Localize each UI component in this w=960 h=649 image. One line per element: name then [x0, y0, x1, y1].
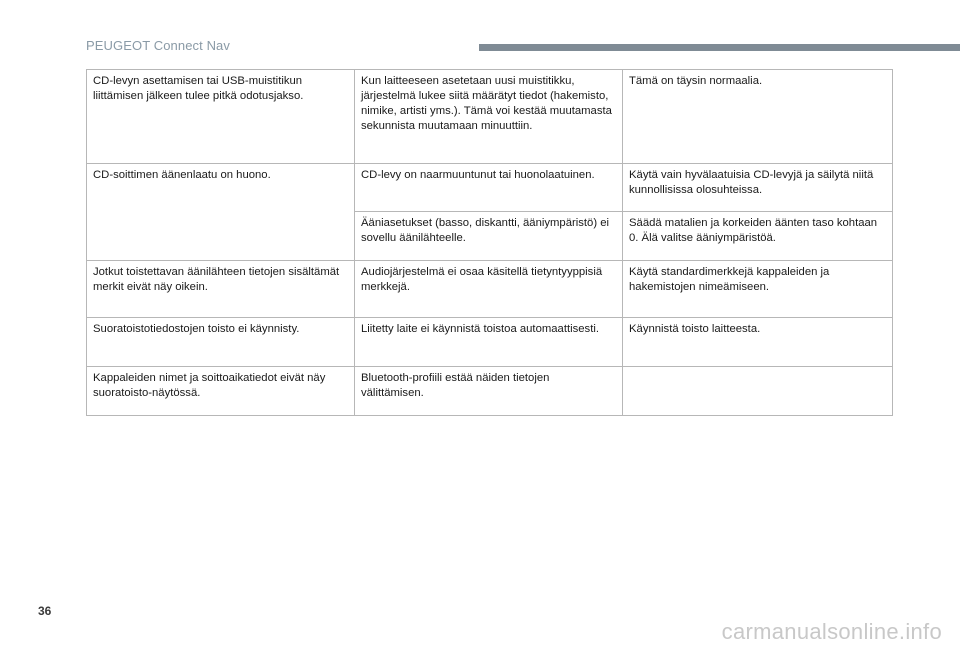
solution-cell: Käynnistä toisto laitteesta. [623, 318, 893, 367]
table-row [87, 164, 893, 212]
solution-cell: Käytä standardimerkkejä kappaleiden ja hakemistojen nimeämiseen. [623, 261, 893, 318]
solution-cell: Säädä matalien ja korkeiden äänten taso kohtaan 0. Älä valitse ääniympäristöä. [623, 212, 893, 261]
document-title: PEUGEOT Connect Nav [86, 38, 230, 53]
table-row [87, 261, 893, 318]
table-row [87, 70, 893, 164]
table-row [87, 318, 893, 367]
problem-cell: Jotkut toistettavan äänilähteen tietojen sisältämät merkit eivät näy oikein. [87, 261, 355, 318]
header-decorative-bar [479, 44, 960, 51]
troubleshooting-table [86, 69, 893, 416]
solution-cell: Tämä on täysin normaalia. [623, 70, 893, 164]
table-row [87, 367, 893, 416]
problem-cell: Suoratoistotiedostojen toisto ei käynnisty. [87, 318, 355, 367]
solution-cell [623, 367, 893, 416]
problem-cell: Kappaleiden nimet ja soittoaikatiedot eivät näy suoratoisto-näytössä. [87, 367, 355, 416]
cause-cell: CD-levy on naarmuuntunut tai huonolaatuinen. [355, 164, 623, 212]
problem-cell: CD-soittimen äänenlaatu on huono. [87, 164, 355, 261]
cause-cell: Bluetooth-profiili estää näiden tietojen välittämisen. [355, 367, 623, 416]
watermark: carmanualsonline.info [721, 619, 942, 644]
solution-cell: Käytä vain hyvälaatuisia CD-levyjä ja säilytä niitä kunnollisissa olosuhteissa. [623, 164, 893, 212]
problem-cell: CD-levyn asettamisen tai USB-muistitikun liittämisen jälkeen tulee pitkä odotusjakso. [87, 70, 355, 164]
cause-cell: Ääniasetukset (basso, diskantti, ääniympäristö) ei sovellu äänilähteelle. [355, 212, 623, 261]
cause-cell: Audiojärjestelmä ei osaa käsitellä tietyntyyppisiä merkkejä. [355, 261, 623, 318]
cause-cell: Liitetty laite ei käynnistä toistoa automaattisesti. [355, 318, 623, 367]
cause-cell: Kun laitteeseen asetetaan uusi muistitikku, järjestelmä lukee siitä määrätyt tiedot (hakemisto, nimike, artisti yms.). Tämä voi kestää muutamasta sekunnista muutamaan minuuttiin. [355, 70, 623, 164]
page-number: 36 [38, 604, 52, 618]
